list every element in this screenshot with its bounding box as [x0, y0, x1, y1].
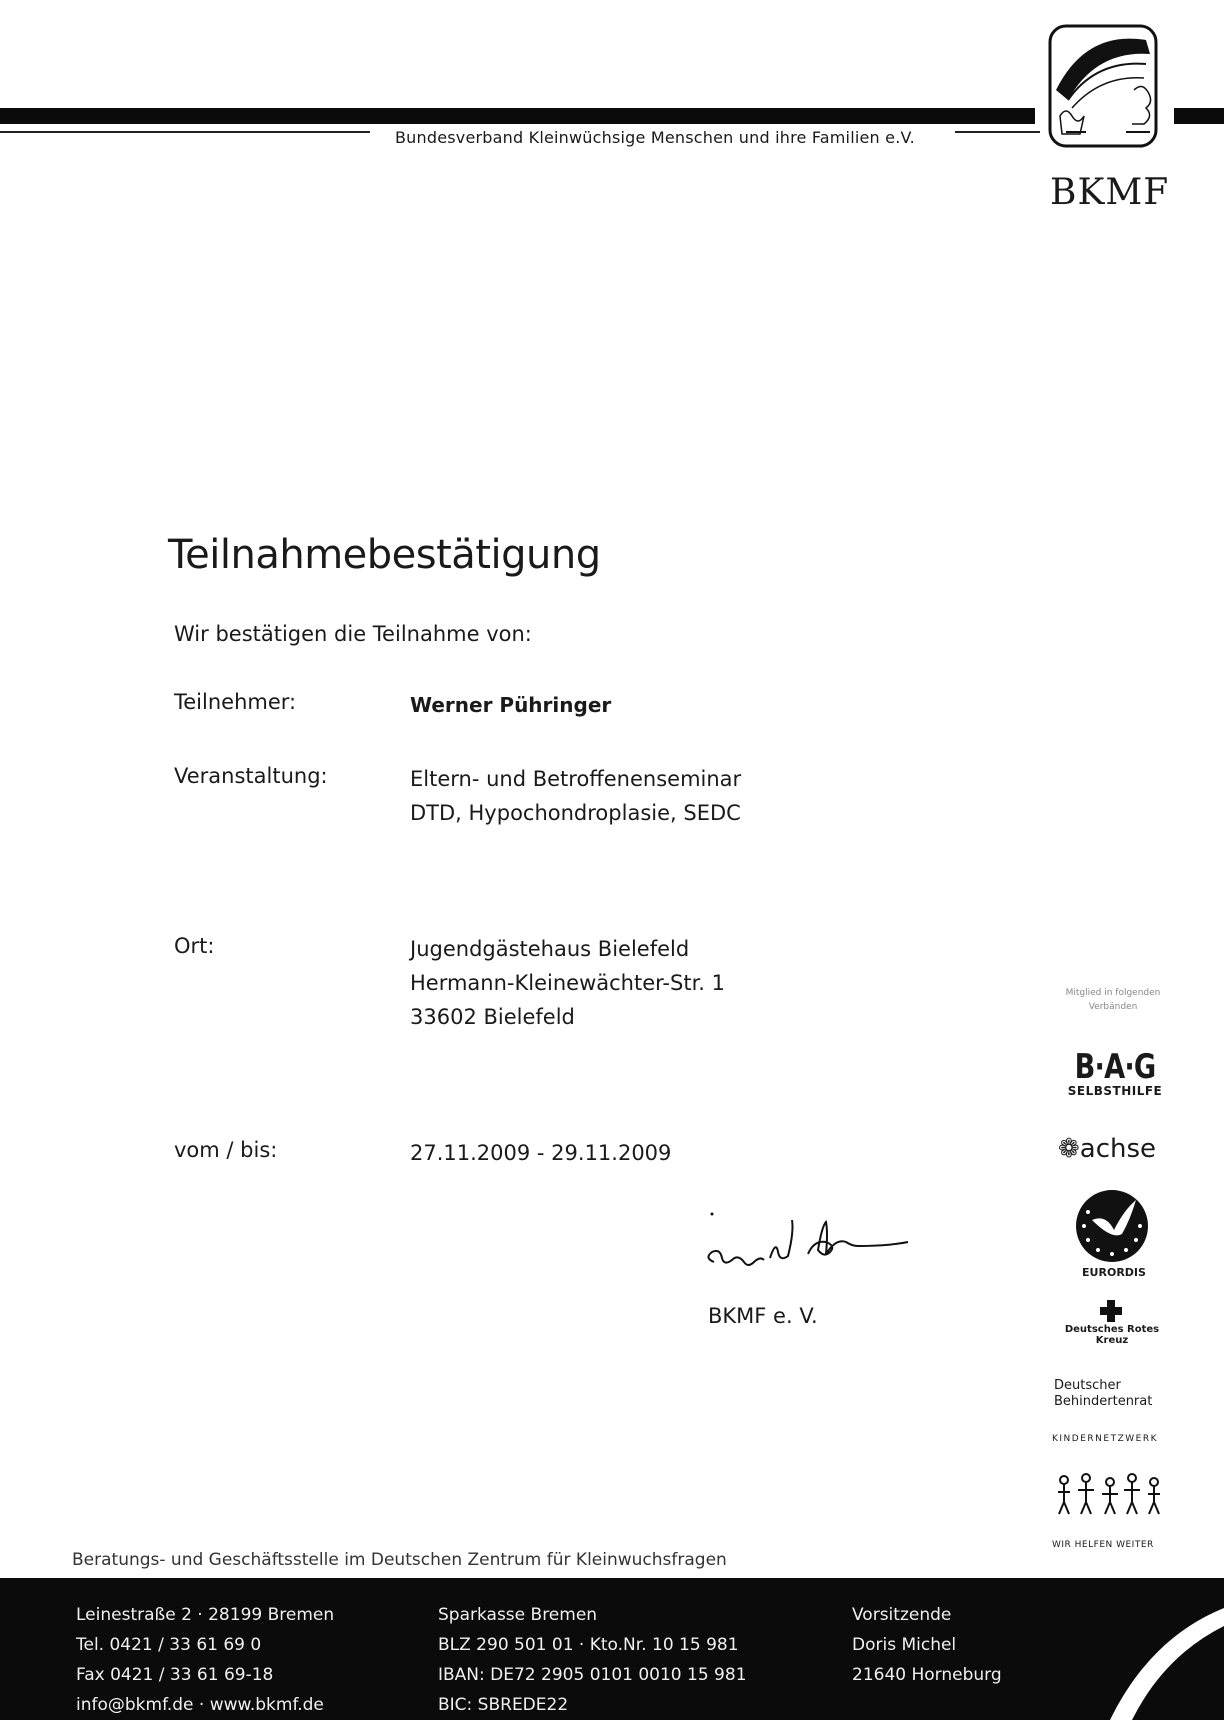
- footer-bank-iban: IBAN: DE72 2905 0101 0010 15 981: [438, 1665, 747, 1685]
- membership-caption-line-2: Verbänden: [1088, 1002, 1138, 1012]
- footer-bank-bic: BIC: SBREDE22: [438, 1695, 569, 1715]
- date-label: vom / bis:: [174, 1138, 278, 1162]
- eurordis-label: EURORDIS: [1082, 1266, 1146, 1279]
- footer-caption: Beratungs- und Geschäftsstelle im Deutschen Zentrum für Kleinwuchsfragen: [72, 1550, 727, 1570]
- behindertenrat-line-1: Deutscher: [1054, 1378, 1121, 1393]
- header-rule-thick-right: [1174, 108, 1224, 124]
- event-label: Veranstaltung:: [174, 764, 328, 788]
- red-cross-label: Deutsches Rotes Kreuz: [1064, 1324, 1160, 1346]
- footer-chair-column: [852, 1600, 1002, 1690]
- footer-chair-title: Vorsitzende: [852, 1605, 952, 1625]
- behindertenrat-line-2: Behindertenrat: [1054, 1394, 1153, 1409]
- achse-logo: [1058, 1134, 1156, 1164]
- footer-bank-account: BLZ 290 501 01 · Kto.Nr. 10 15 981: [438, 1635, 739, 1655]
- footer-chair-name: Doris Michel: [852, 1635, 957, 1655]
- eurordis-icon: [1070, 1182, 1154, 1266]
- footer-bank-name: Sparkasse Bremen: [438, 1605, 598, 1625]
- footer-address: Leinestraße 2 · 28199 Bremen: [76, 1605, 335, 1625]
- document-title: Teilnahmebestätigung: [168, 532, 601, 578]
- event-line-2: DTD, Hypochondroplasie, SEDC: [410, 801, 741, 825]
- footer-web: info@bkmf.de · www.bkmf.de: [76, 1695, 324, 1715]
- place-line-1: Jugendgästehaus Bielefeld: [410, 937, 690, 961]
- event-value: [410, 762, 741, 830]
- footer-fax: Fax 0421 / 33 61 69-18: [76, 1665, 274, 1685]
- bkmf-logo-icon: [1046, 20, 1166, 160]
- footer-swoosh-icon: [1080, 1578, 1224, 1720]
- wir-helfen-label: WIR HELFEN WEITER: [1052, 1540, 1154, 1550]
- membership-caption-line-1: Mitglied in folgenden: [1065, 988, 1161, 998]
- place-line-2: Hermann-Kleinewächter-Str. 1: [410, 971, 725, 995]
- participant-value: Werner Pühringer: [410, 693, 612, 717]
- bkmf-logo-text: BKMF: [1050, 172, 1170, 213]
- red-cross-icon: [1100, 1300, 1122, 1322]
- event-line-1: Eltern- und Betroffenenseminar: [410, 767, 742, 791]
- date-value: 27.11.2009 - 29.11.2009: [410, 1141, 672, 1165]
- intro-text: Wir bestätigen die Teilnahme von:: [174, 622, 532, 646]
- footer-address-column: [76, 1600, 334, 1720]
- signer-name: BKMF e. V.: [708, 1304, 818, 1328]
- kindernetzwerk-figures-icon: [1054, 1470, 1166, 1520]
- footer-bank-column: [438, 1600, 747, 1720]
- header-rule-thin-left: [0, 131, 370, 133]
- participant-label: Teilnehmer:: [174, 690, 297, 714]
- membership-caption: [1048, 986, 1178, 1014]
- bag-logo-main: B·A·G: [1074, 1047, 1156, 1087]
- header-rule-thick: [0, 108, 1035, 124]
- place-line-3: 33602 Bielefeld: [410, 1005, 575, 1029]
- footer-chair-city: 21640 Horneburg: [852, 1665, 1002, 1685]
- kindernetzwerk-label: KINDERNETZWERK: [1052, 1434, 1158, 1444]
- place-value: [410, 932, 725, 1034]
- place-label: Ort:: [174, 934, 215, 958]
- behindertenrat-logo: [1054, 1378, 1152, 1410]
- bag-logo-sub: SELBSTHILFE: [1067, 1084, 1163, 1098]
- organization-name: Bundesverband Kleinwüchsige Menschen und ihre Familien e.V.: [395, 128, 915, 147]
- achse-icon: ❁: [1058, 1134, 1080, 1164]
- achse-label: achse: [1079, 1134, 1157, 1164]
- footer-phone: Tel. 0421 / 33 61 69 0: [76, 1635, 262, 1655]
- header-rule-thin-right: [955, 131, 1040, 133]
- signature-icon: [700, 1200, 940, 1300]
- bag-selbsthilfe-logo: [1060, 1047, 1170, 1098]
